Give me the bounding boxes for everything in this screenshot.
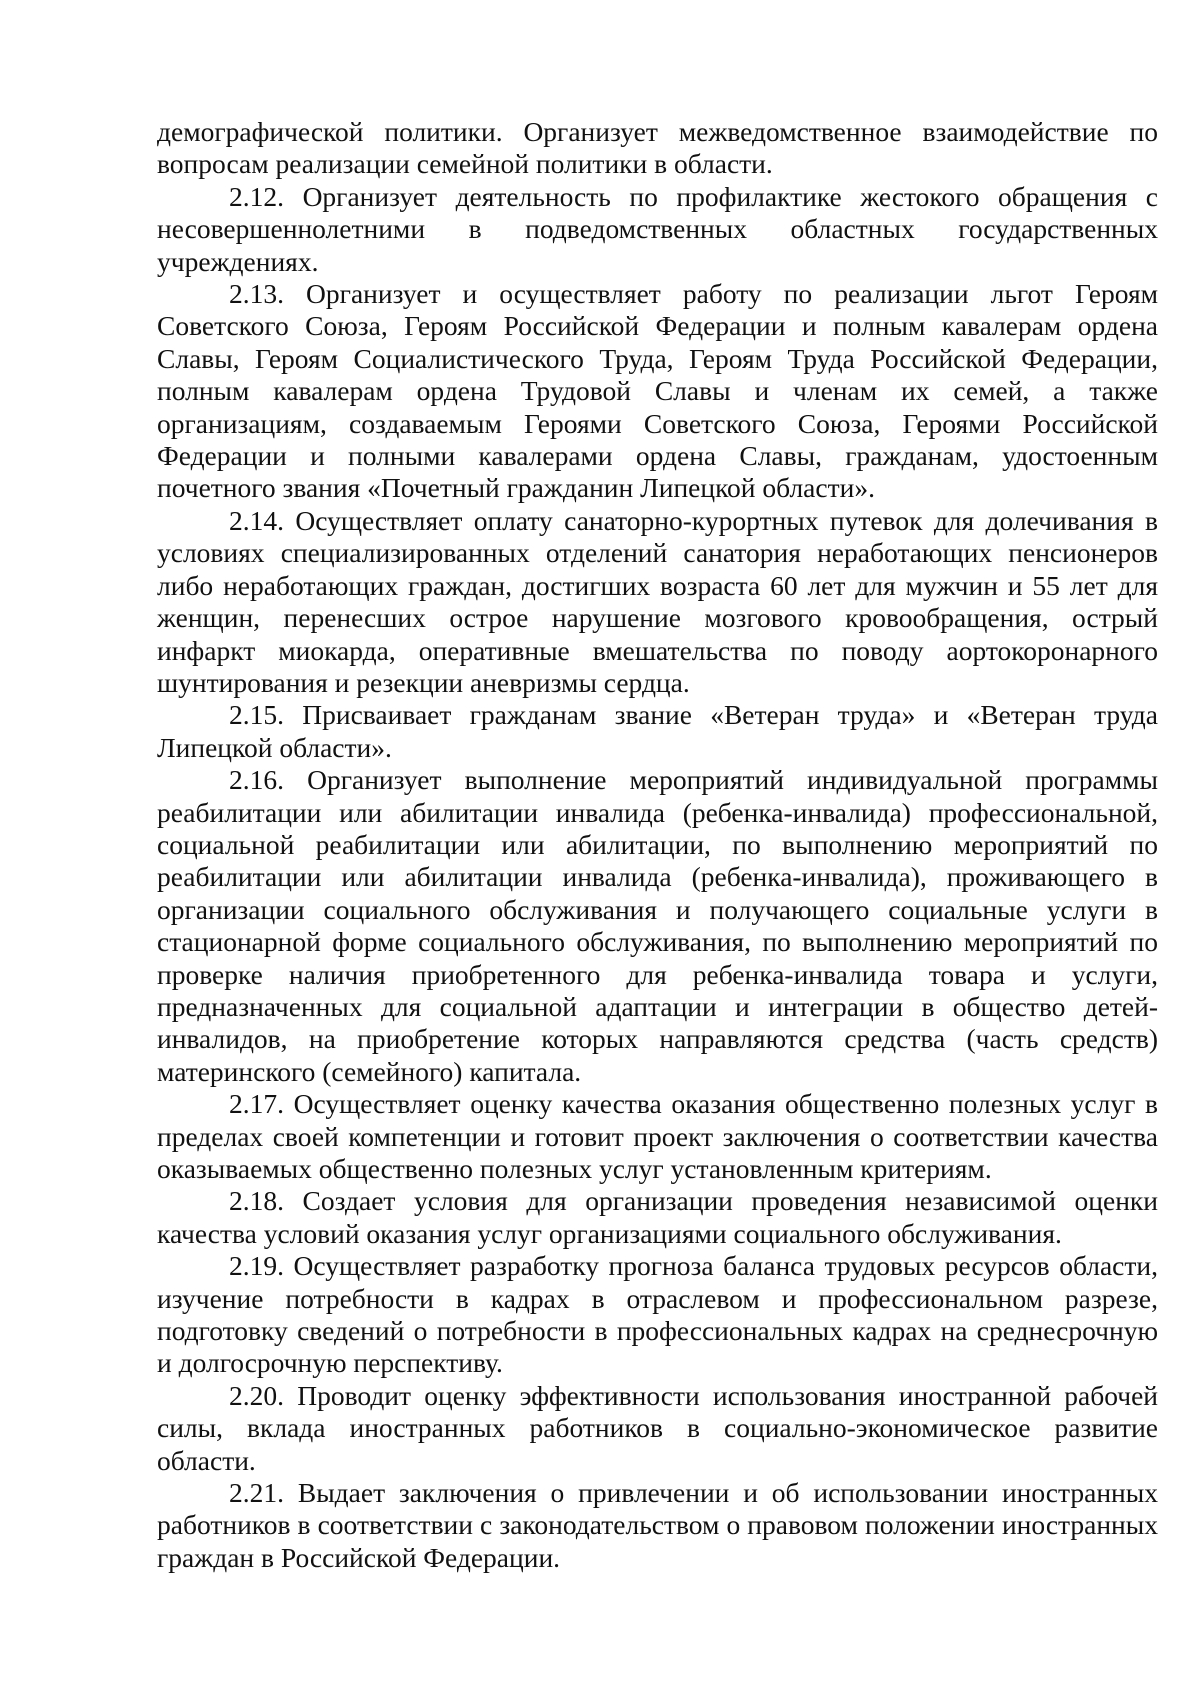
- document-body: [157, 116, 1158, 1574]
- paragraph-2-14: 2.14. Осуществляет оплату санаторно-курортных путевок для долечивания в условиях специализированных отделений санатория неработающих пенсионеров либо неработающих граждан, достигших возраста 60 лет для мужчин и 55 лет для женщин, перенесших острое нарушение мозгового кровообращения, острый инфаркт миокарда, оперативные вмешательства по поводу аортокоронарного шунтирования и резекции аневризмы сердца.: [157, 504, 1158, 698]
- paragraph-2-20: 2.20. Проводит оценку эффективности использования иностранной рабочей силы, вклада иностранных работников в социально-экономическое развитие области.: [157, 1379, 1158, 1476]
- paragraph-2-18: 2.18. Создает условия для организации проведения независимой оценки качества условий оказания услуг организациями социального обслуживания.: [157, 1185, 1158, 1249]
- paragraph-2-12: 2.12. Организует деятельность по профилактике жестокого обращения с несовершеннолетними в подведомственных областных государственных учреждениях.: [157, 180, 1158, 277]
- paragraph-2-19: 2.19. Осуществляет разработку прогноза баланса трудовых ресурсов области, изучение потребности в кадрах в отраслевом и профессиональном разрезе, подготовку сведений о потребности в профессиональных кадрах на среднесрочную и долгосрочную перспективу.: [157, 1250, 1158, 1379]
- paragraph-2-17: 2.17. Осуществляет оценку качества оказания общественно полезных услуг в пределах своей компетенции и готовит проект заключения о соответствии качества оказываемых общественно полезных услуг установленным критериям.: [157, 1088, 1158, 1184]
- paragraph-2-16: 2.16. Организует выполнение мероприятий индивидуальной программы реабилитации или абилитации инвалида (ребенка-инвалида) профессиональной, социальной реабилитации или абилитации, по выполнению мероприятий по реабилитации или абилитации инвалида (ребенка-инвалида), проживающего в организации социального обслуживания и получающего социальные услуги в стационарной форме социального обслуживания, по выполнению мероприятий по проверке наличия приобретенного для ребенка-инвалида товара и услуги, предназначенных для социальной адаптации и интеграции в общество детей-инвалидов, на приобретение которых направляются средства (часть средств) материнского (семейного) капитала.: [157, 764, 1158, 1087]
- paragraph-2-13: 2.13. Организует и осуществляет работу по реализации льгот Героям Советского Союза, Героям Российской Федерации и полным кавалерам ордена Славы, Героям Социалистического Труда, Героям Труда Российской Федерации, полным кавалерам ордена Трудовой Славы и членам их семей, а также организациям, создаваемым Героями Советского Союза, Героями Российской Федерации и полными кавалерами ордена Славы, гражданам, удостоенным почетного звания «Почетный гражданин Липецкой области».: [157, 278, 1158, 504]
- paragraph-continuation: демографической политики. Организует межведомственное взаимодействие по вопросам реализации семейной политики в области.: [157, 116, 1158, 180]
- paragraph-2-15: 2.15. Присваивает гражданам звание «Ветеран труда» и «Ветеран труда Липецкой области».: [157, 699, 1158, 763]
- paragraph-2-21: 2.21. Выдает заключения о привлечении и об использовании иностранных работников в соответствии с законодательством о правовом положении иностранных граждан в Российской Федерации.: [157, 1477, 1158, 1573]
